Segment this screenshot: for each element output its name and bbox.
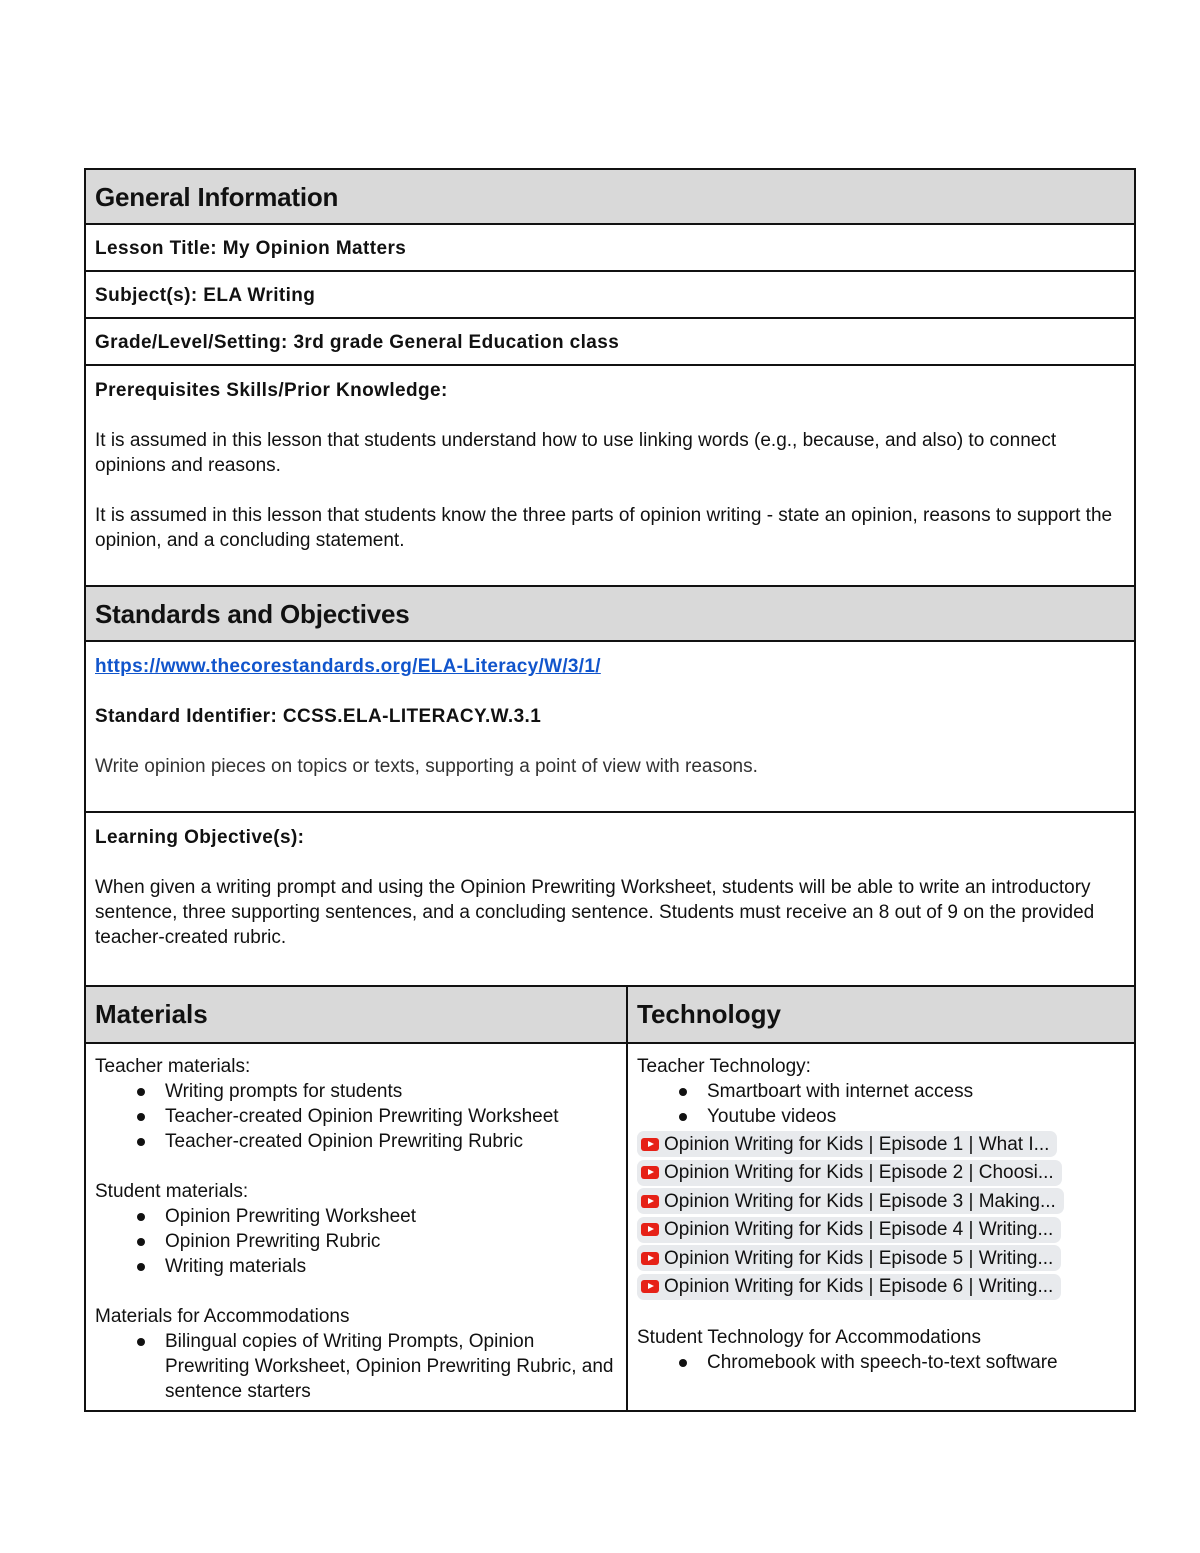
general-info-heading: General Information: [95, 182, 339, 212]
prerequisites-row: [86, 366, 1134, 587]
video-title: Opinion Writing for Kids | Episode 4 | Writing...: [664, 1219, 1054, 1240]
video-title: Opinion Writing for Kids | Episode 6 | Writing...: [664, 1276, 1054, 1297]
teacher-technology-label: Teacher Technology:: [637, 1056, 811, 1077]
student-technology-list: [637, 1350, 1125, 1375]
standards-heading: Standards and Objectives: [95, 599, 410, 629]
list-item: Teacher-created Opinion Prewriting Rubric: [137, 1129, 617, 1154]
video-chip[interactable]: [637, 1131, 1057, 1157]
student-materials-label: Student materials:: [95, 1181, 249, 1202]
list-item: Smartboart with internet access: [679, 1079, 1125, 1104]
materials-technology-body: [86, 1044, 1134, 1410]
teacher-materials-label: Teacher materials:: [95, 1056, 251, 1077]
teacher-materials-list: [95, 1079, 617, 1154]
standard-identifier: Standard Identifier: CCSS.ELA-LITERACY.W.3.1: [95, 706, 542, 727]
learning-objective-text: When given a writing prompt and using the Opinion Prewriting Worksheet, students will be able to write an introductory sentence, three supporting sentences, and a concluding sentence. Students must receive an 8 out of 9 on the provided teacher-created rubric.: [95, 877, 1095, 948]
list-item: Youtube videos: [679, 1104, 1125, 1129]
subjects: Subject(s): ELA Writing: [95, 285, 316, 306]
learning-objective-label: Learning Objective(s):: [95, 827, 305, 848]
video-chip[interactable]: [637, 1245, 1061, 1271]
accommodation-materials-label: Materials for Accommodations: [95, 1306, 350, 1327]
student-technology-label: Student Technology for Accommodations: [637, 1327, 981, 1348]
lesson-title: Lesson Title: My Opinion Matters: [95, 238, 407, 259]
grade-level-setting: Grade/Level/Setting: 3rd grade General Education class: [95, 332, 620, 353]
standards-row: [86, 642, 1134, 813]
standard-description: Write opinion pieces on topics or texts, supporting a point of view with reasons.: [95, 756, 758, 777]
teacher-technology-list: [637, 1079, 1125, 1129]
list-item: Bilingual copies of Writing Prompts, Opinion Prewriting Worksheet, Opinion Prewriting Rubric, and sentence starters: [137, 1329, 617, 1404]
list-item: Writing materials: [137, 1254, 617, 1279]
list-item: Opinion Prewriting Worksheet: [137, 1204, 617, 1229]
video-title: Opinion Writing for Kids | Episode 2 | Choosi...: [664, 1162, 1054, 1183]
prerequisite-paragraph: It is assumed in this lesson that students understand how to use linking words (e.g., because, and also) to connect opinions and reasons.: [95, 430, 1057, 476]
youtube-icon: [641, 1223, 659, 1236]
video-title: Opinion Writing for Kids | Episode 3 | Making...: [664, 1190, 1056, 1212]
materials-column: [86, 1044, 628, 1410]
learning-objective-row: [86, 813, 1134, 987]
list-item: Writing prompts for students: [137, 1079, 617, 1104]
youtube-icon: [641, 1280, 659, 1293]
list-item: Opinion Prewriting Rubric: [137, 1229, 617, 1254]
video-title: Opinion Writing for Kids | Episode 1 | What I...: [664, 1133, 1050, 1155]
materials-technology-header: [86, 987, 1134, 1044]
video-chip[interactable]: [637, 1217, 1061, 1243]
video-chip[interactable]: [637, 1160, 1062, 1186]
accommodation-materials-list: [95, 1329, 617, 1404]
student-materials-list: [95, 1204, 617, 1279]
technology-heading: Technology: [637, 999, 781, 1029]
youtube-icon: [641, 1166, 659, 1179]
list-item: Teacher-created Opinion Prewriting Worksheet: [137, 1104, 617, 1129]
prerequisite-paragraph: It is assumed in this lesson that students know the three parts of opinion writing - state an opinion, reasons to support the opinion, and a concluding statement.: [95, 505, 1113, 551]
video-chip-list: [637, 1129, 1125, 1300]
materials-heading: Materials: [86, 987, 628, 1042]
video-chip[interactable]: [637, 1188, 1064, 1214]
list-item: Chromebook with speech-to-text software: [679, 1350, 1125, 1375]
lesson-plan-table: [84, 168, 1136, 1412]
technology-column: [628, 1044, 1134, 1410]
general-info-header: [86, 170, 1134, 225]
youtube-icon: [641, 1138, 659, 1151]
video-title: Opinion Writing for Kids | Episode 5 | Writing...: [664, 1247, 1054, 1269]
prerequisites-label: Prerequisites Skills/Prior Knowledge:: [95, 380, 448, 401]
video-chip[interactable]: [637, 1274, 1061, 1300]
standards-link[interactable]: https://www.thecorestandards.org/ELA-Literacy/W/3/1/: [95, 656, 601, 677]
grade-row: [86, 319, 1134, 366]
subjects-row: [86, 272, 1134, 319]
lesson-title-row: [86, 225, 1134, 272]
youtube-icon: [641, 1195, 659, 1208]
youtube-icon: [641, 1252, 659, 1265]
standards-header: [86, 587, 1134, 642]
